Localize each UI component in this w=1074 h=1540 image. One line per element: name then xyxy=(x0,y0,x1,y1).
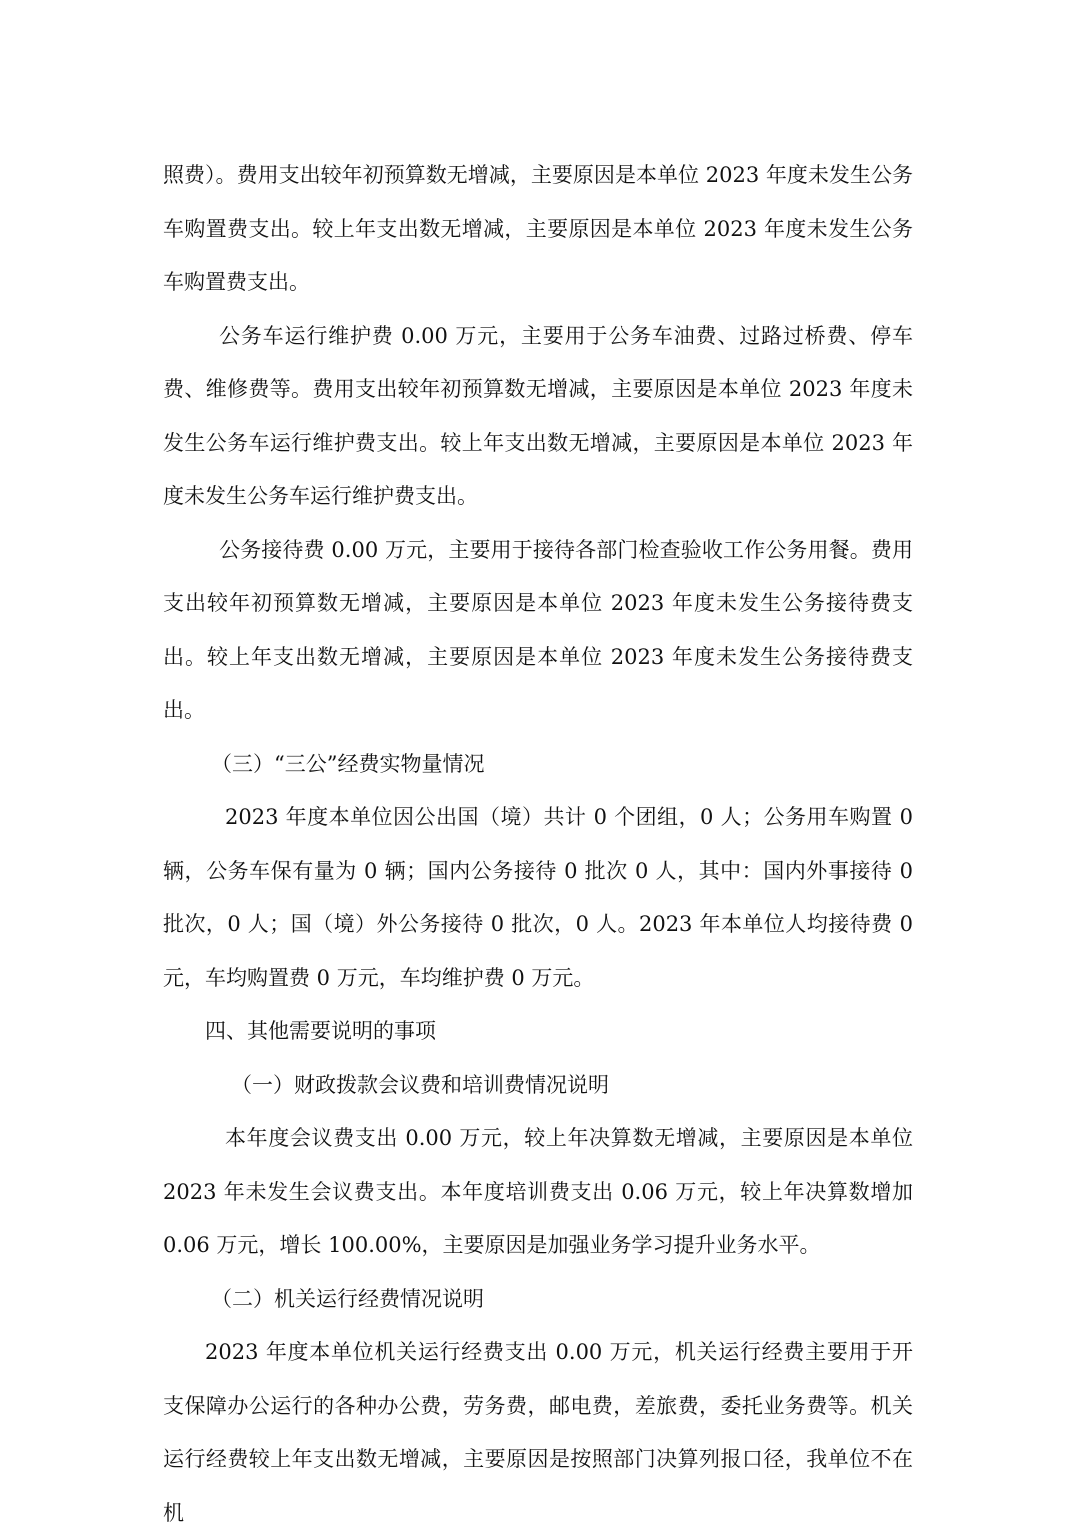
paragraph-operating-expense: 2023 年度本单位机关运行经费支出 0.00 万元，机关运行经费主要用于开支保障办公运行的各种办公费，劳务费，邮电费，差旅费，委托业务费等。机关运行经费较上年支出数无增减，主要原因是按照部门决算列报口径，我单位不在机 xyxy=(163,1340,913,1525)
paragraph-reception-expense: 公务接待费 0.00 万元，主要用于接待各部门检查验收工作公务用餐。费用支出较年初预算数无增减，主要原因是本单位 2023 年度未发生公务接待费支出。较上年支出数无增减，主要原因是本单位 2023 年度未发生公务接待费支出。 xyxy=(163,537,913,722)
paragraph-vehicle-maintenance: 公务车运行维护费 0.00 万元，主要用于公务车油费、过路过桥费、停车费、维修费等。费用支出较年初预算数无增减，主要原因是本单位 2023 年度未发生公务车运行维护费支出。较上年支出数无增减，主要原因是本单位 2023 年度未发生公务车运行维护费支出。 xyxy=(163,323,913,508)
heading-other-matters: 四、其他需要说明的事项 xyxy=(205,1019,436,1043)
document-body xyxy=(163,149,913,1540)
heading-physical-quantity: （三）“三公”经费实物量情况 xyxy=(211,751,485,776)
paragraph-physical-quantity: 2023 年度本单位因公出国（境）共计 0 个团组，0 人；公务用车购置 0 辆，公务车保有量为 0 辆；国内公务接待 0 批次 0 人，其中：国内外事接待 0 批次，0 人；国（境）外公务接待 0 批次，0 人。2023 年本单位人均接待费 0 元，车均购置费 0 万元，车均维护费 0 万元。 xyxy=(163,805,913,990)
paragraph-meeting-training: 本年度会议费支出 0.00 万元，较上年决算数无增减，主要原因是本单位 2023 年未发生会议费支出。本年度培训费支出 0.06 万元，较上年决算数增加 0.06 万元，增长 100.00%，主要原因是加强业务学习提升业务水平。 xyxy=(163,1126,913,1257)
paragraph-vehicle-purchase-cont: 照费）。费用支出较年初预算数无增减，主要原因是本单位 2023 年度未发生公务车购置费支出。较上年支出数无增减，主要原因是本单位 2023 年度未发生公务车购置费支出。 xyxy=(163,163,913,294)
heading-operating-expense: （二）机关运行经费情况说明 xyxy=(211,1286,484,1311)
heading-meeting-training: （一）财政拨款会议费和培训费情况说明 xyxy=(231,1072,609,1097)
